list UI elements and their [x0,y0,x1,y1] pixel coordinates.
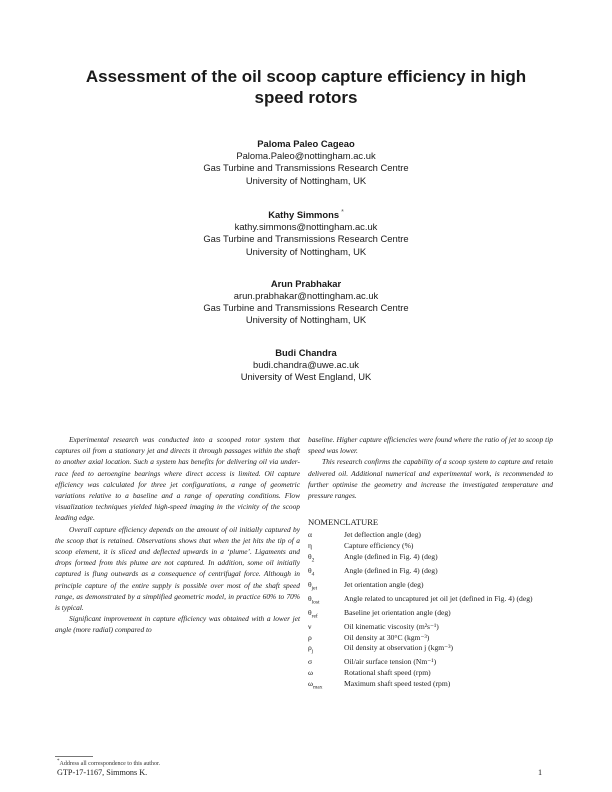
nomenclature-symbol: ν [308,622,312,632]
page-number: 1 [538,768,543,777]
nomenclature-row [308,552,553,566]
paper-title: Assessment of the oil scoop capture efficiency in high speed rotors [85,67,527,107]
abstract-paragraph: baseline. Higher capture efficiencies were found where the ratio of jet to scoop tip speed was lower. [308,435,553,456]
nomenclature-row [308,668,553,679]
nomenclature-symbol: ρ [308,632,312,642]
nomenclature-row [308,530,553,541]
nomenclature-definition: Angle (defined in Fig. 4) (deg) [344,565,438,575]
nomenclature-symbol: $\theta_2$ [308,551,315,564]
nomenclature-symbol: α [308,530,312,540]
nomenclature-definition: Angle (defined in Fig. 4) (deg) [344,551,438,561]
nomenclature-subscript: 4 [311,571,315,578]
author-entry [130,347,482,384]
nomenclature-row [308,679,553,693]
author-institution: University of Nottingham, UK [245,314,367,326]
nomenclature-symbol: ω [308,668,313,678]
nomenclature-symbol: $\theta_{lost}$ [308,593,320,606]
nomenclature-subscript: lost [311,599,320,606]
corresponding-author-mark: * [341,208,344,216]
abstract-column-right [308,434,553,693]
abstract-continued [308,434,553,501]
author-email[interactable]: budi.chandra@uwe.ac.uk [253,358,359,370]
abstract-column-left [55,434,300,636]
nomenclature-row [308,541,553,552]
author-entry [130,207,482,258]
author-email[interactable]: arun.prabhakar@nottingham.ac.uk [233,289,379,301]
nomenclature-row [308,580,553,594]
nomenclature-symbol: $\theta_{ref}$ [308,608,318,620]
abstract [55,434,300,636]
nomenclature-symbol: η [308,541,312,551]
author-institution: University of Nottingham, UK [245,174,367,186]
nomenclature-definition: Jet orientation angle (deg) [344,579,424,589]
author-affiliation: Gas Turbine and Transmissions Research Centre [203,162,409,174]
abstract-paragraph: Significant improvement in capture efficiency was obtained with a lower jet angle (more radial) compared to [55,614,300,635]
nomenclature-subscript: j [311,648,314,655]
nomenclature-definition: Angle related to uncaptured jet oil jet (defined in Fig. 4) (deg) [344,593,533,603]
author-name: Kathy Simmons * [268,208,344,220]
nomenclature-symbol: $\rho_j$ [308,643,314,655]
abstract-paragraph: Experimental research was conducted into a scooped rotor system that captures oil from a stationary jet and directs it through passages within the shaft to another axial location. Such a system has benefits for delivering oil via under-race feed to aeroengine bearings where direct access is limited. Oil capture efficiency was calculated for three jet configurations, a range of geometric variations relative to a baseline and a range of operating conditions. Flow visualization techniques yielded high-speed imaging in the vicinity of the scoop leading edge. [55,435,300,523]
nomenclature-definition: Capture efficiency (%) [344,541,414,551]
author-email[interactable]: Paloma.Paleo@nottingham.ac.uk [236,150,376,162]
nomenclature-subscript: max [313,684,323,691]
nomenclature-symbol: $\theta_4$ [308,565,315,578]
author-entry [130,278,482,327]
nomenclature-definition: Baseline jet orientation angle (deg) [344,608,451,618]
nomenclature-definition: Rotational shaft speed (rpm) [344,668,431,678]
nomenclature-subscript: 2 [311,557,315,564]
nomenclature-row [308,566,553,580]
nomenclature-definition: Jet deflection angle (deg) [344,530,421,540]
nomenclature-definition: Maximum shaft speed tested (rpm) [344,678,451,688]
nomenclature-symbol: $\omega_{max}$ [308,678,323,691]
nomenclature-subscript: ref [311,613,318,620]
author-name: Budi Chandra [275,346,337,358]
author-institution: University of Nottingham, UK [245,245,367,257]
footnote-divider [55,756,93,757]
nomenclature-row [308,643,553,657]
nomenclature-row [308,622,553,633]
nomenclature-definition: Oil/air surface tension (Nm⁻¹) [344,657,437,667]
nomenclature-definition: Oil density at observation j (kgm⁻³) [344,643,453,653]
author-name: Paloma Paleo Cageao [257,138,355,149]
nomenclature-row [308,657,553,668]
nomenclature-row [308,633,553,644]
author-affiliation: Gas Turbine and Transmissions Research Centre [203,302,409,314]
footnote-text: Address all correspondence to this author. [59,761,161,767]
author-email[interactable]: kathy.simmons@nottingham.ac.uk [234,221,378,233]
footnote-mark: * [57,759,60,764]
abstract-paragraph: Overall capture efficiency depends on the amount of oil initially captured by the scoop that is retained. Observations shows that when the jet hits the tip of a scoop element, it is sliced and deflected upwards in a ‘plume’. Ligaments and drops formed from this plume are not captured. In addition, some oil initially captured is flung outwards as a consequence of centrifugal force. Although in principle capture of the entire supply is possible over most of the shaft speed range, as demonstrated by a simplified geometric model, in practice 60% to 70% is typical. [55,524,300,613]
author-name: Arun Prabhakar [270,277,342,289]
author-block [130,138,482,403]
nomenclature-symbol: σ [308,657,313,667]
author-affiliation: Gas Turbine and Transmissions Research Centre [203,233,409,245]
nomenclature-definition: Oil kinematic viscosity (m²s⁻¹) [344,622,439,632]
nomenclature-heading: NOMENCLATURE [308,517,379,528]
nomenclature-symbol: $\theta_{jet}$ [308,579,318,592]
footer-paper-id: GTP-17-1167, Simmons K. [57,768,148,777]
author-institution: University of West England, UK [240,370,372,382]
author-entry [130,138,482,187]
footnote [57,759,160,767]
nomenclature-list [308,530,553,692]
nomenclature-subscript: jet [311,585,318,592]
nomenclature-definition: Oil density at 30°C (kgm⁻³) [344,632,430,642]
abstract-paragraph: This research confirms the capability of a scoop system to capture and retain delivered oil. Additional numerical and experimental work, is recommended to further optimise the geometry and increase the investigated temperature and pressure ranges. [308,457,553,501]
nomenclature-row [308,608,553,622]
nomenclature-row [308,594,553,608]
